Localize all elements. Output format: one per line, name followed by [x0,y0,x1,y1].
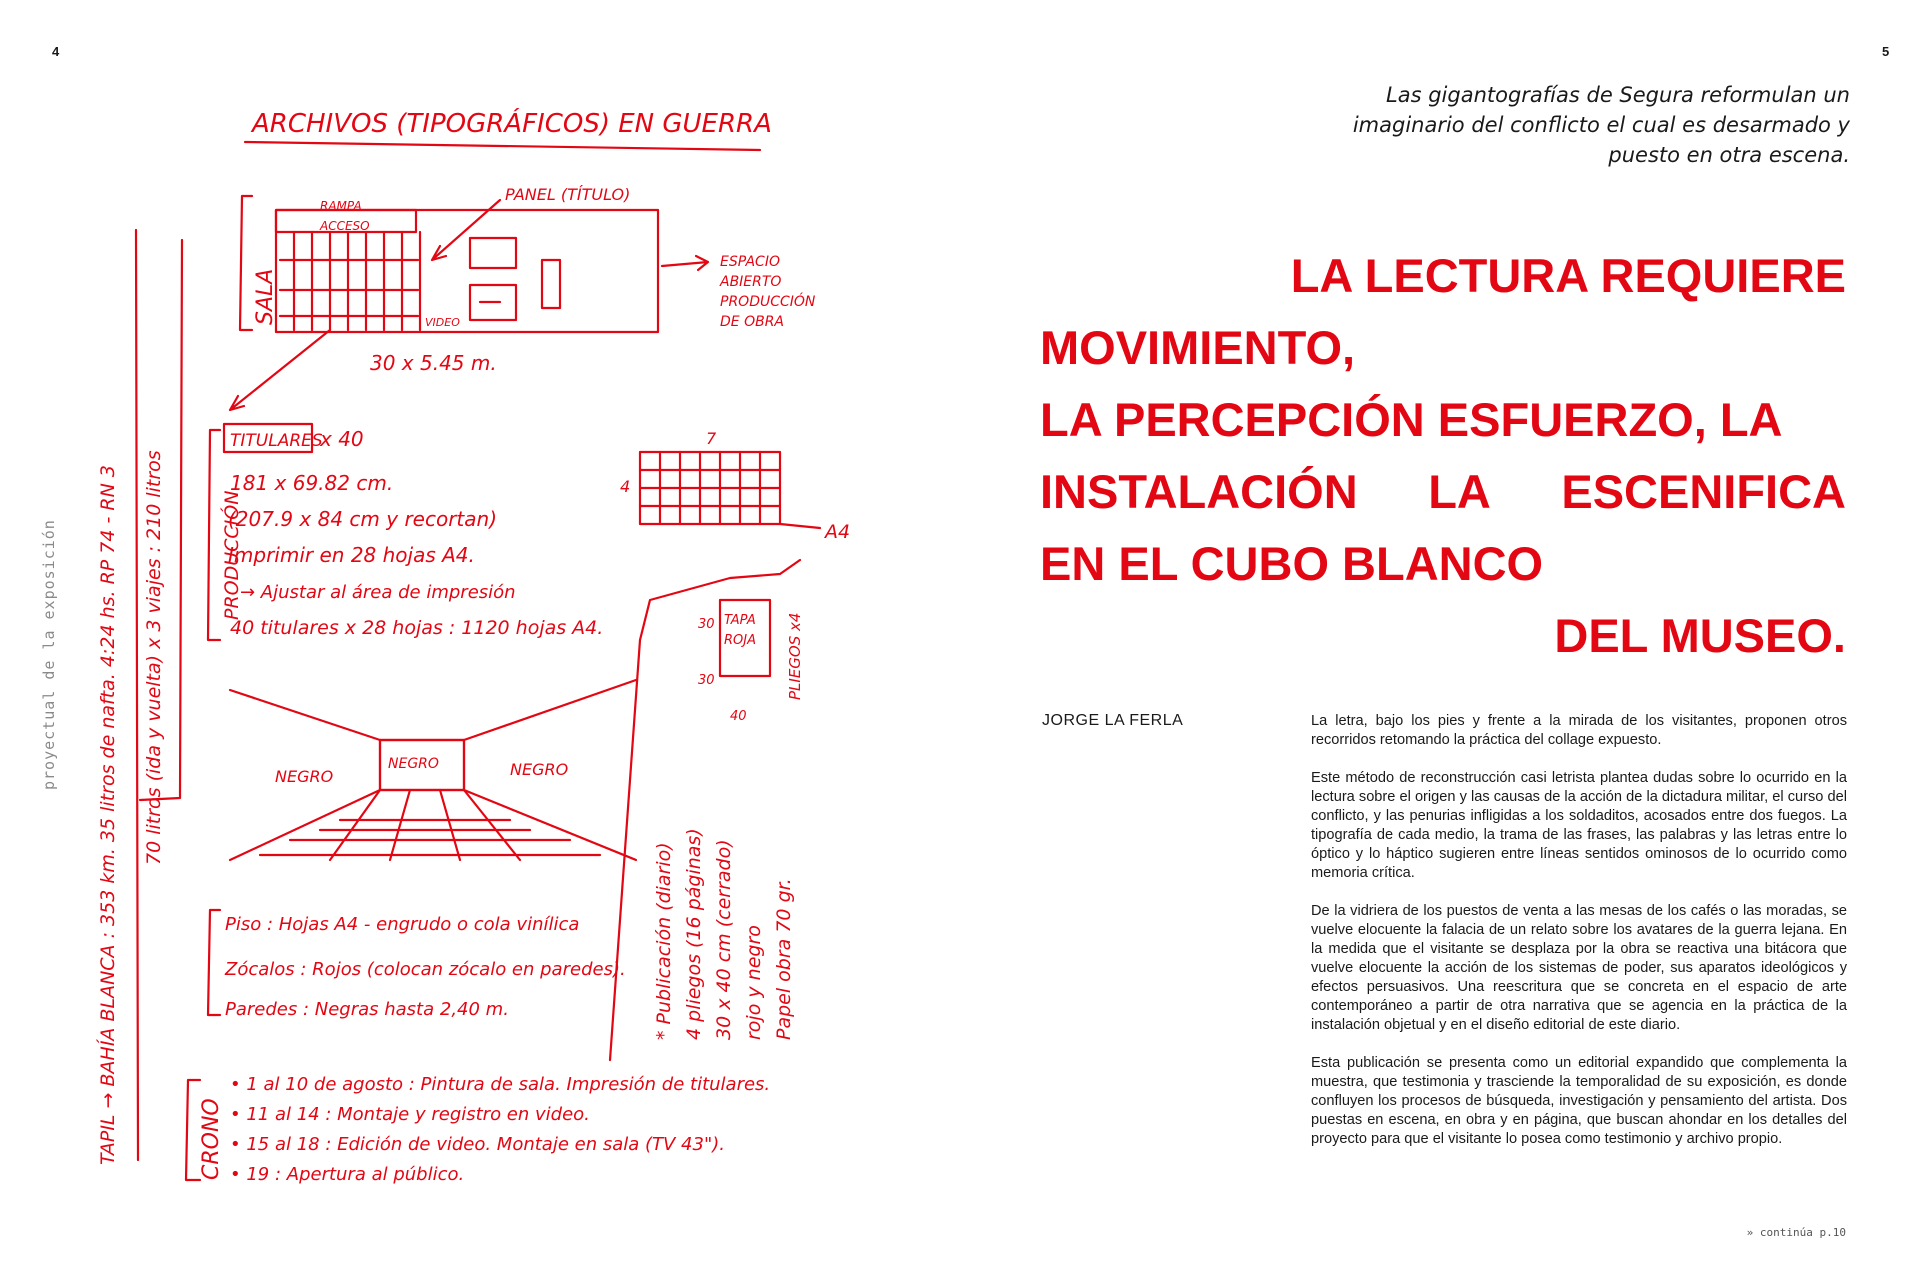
crono-label: CRONO [199,1098,224,1180]
negro-left: NEGRO [275,767,334,786]
pub-line-4: rojo y negro [743,925,765,1040]
headline-word-la: LA [1428,465,1491,518]
headline [1040,240,1846,672]
negro-right: NEGRO [510,760,569,779]
exhibition-sketch [80,80,900,1200]
n30b: 30 [698,673,715,688]
n30a: 30 [698,617,715,632]
prod-line-5: 40 titulares x 28 hojas : 1120 hojas A4. [230,617,604,639]
materiales-bracket [208,910,220,1015]
crono-bracket [186,1080,200,1180]
espacio-line-3: PRODUCCIÓN [720,294,816,310]
grid-a4-label: A4 [825,521,851,543]
headline-line-1: LA LECTURA REQUIERE [1290,249,1846,302]
headline-word-instalacion: INSTALACIÓN [1040,465,1358,518]
x40-label: x 40 [320,427,364,451]
down-arrow [230,330,330,410]
headline-line-2: MOVIMIENTO, [1040,321,1356,374]
page-number-right: 5 [1882,44,1890,59]
author-name: JORGE LA FERLA [1042,712,1184,729]
panel-label: PANEL (TÍTULO) [505,185,631,204]
crono-line-2: • 11 al 14 : Montaje y registro en video. [230,1104,590,1125]
crono-line-1: • 1 al 10 de agosto : Pintura de sala. Impresión de titulares. [230,1074,771,1095]
continues-link[interactable]: » continúa p.10 [1746,1226,1846,1239]
section-label: proyectual de la exposición [40,519,58,790]
grid-left-label: 4 [620,477,631,496]
paragraph: Este método de reconstrucción casi letrista plantea dudas sobre lo ocurrido en la lectura sobre el origen y las causas de la acción de la dictadura militar, el curso del conflicto, y las penurias infligidas a los soldaditos, acosados entre dos fuegos. La tipografía de cada medio, la trama de las frases, las palabras y las letras entre lo óptico y lo háptico sugieren entre líneas sentidos ominosos de lo ocurrido como memoria crítica. [1311,770,1847,881]
paragraph: La letra, bajo los pies y frente a la mirada de los visitantes, proponen otros recorridos retomando la práctica del collage expuesto. [1311,713,1847,748]
pub-line-3: 30 x 40 cm (cerrado) [713,839,735,1040]
sketch-title: ARCHIVOS (TIPOGRÁFICOS) EN GUERRA [252,109,772,139]
produccion-label: PRODUCCIÓN [221,490,243,620]
grid-top-label: 7 [706,429,717,448]
headline-line-4 [1040,456,1846,528]
pub-line-2: 4 pliegos (16 páginas) [683,828,705,1040]
title-underline [245,142,760,150]
sala-label: SALA [253,268,278,325]
mat-line-1: Piso : Hojas A4 - engrudo o cola vinílica [225,914,580,935]
pub-line-5: Papel obra 70 gr. [773,878,795,1040]
produccion-bracket [208,430,220,640]
pliegos-label: PLIEGOS x4 [786,612,804,700]
article-body [1311,712,1847,1168]
n40: 40 [730,709,747,724]
side-note-1: TAPIL → BAHÍA BLANCA : 353 km. 35 litros de nafta. 4:24 hs. RP 74 - RN 3 [97,465,119,1165]
espacio-line-2: ABIERTO [720,274,782,290]
a4-grid [620,429,850,543]
rampa-label: RAMPA [320,199,362,213]
side-note-2: 70 litros (ida y vuelta) x 3 viajes : 210 litros [143,450,165,865]
sala-bracket [240,196,252,330]
pub-notes [653,828,795,1040]
headline-line-3: LA PERCEPCIÓN ESFUERZO, LA [1040,393,1783,446]
crono-line-4: • 19 : Apertura al público. [230,1164,465,1185]
negro-center: NEGRO [388,756,439,772]
video-label: VIDEO [425,316,460,329]
tapa-label: TAPA [724,613,756,628]
room-measure: 30 x 5.45 m. [370,351,497,375]
crono-line-3: • 15 al 18 : Edición de video. Montaje en sala (TV 43"). [230,1134,725,1155]
pull-quote: Las gigantografías de Segura reformulan un imaginario del conflicto el cual es desarmado y puesto en otra escena. [1352,83,1850,167]
mat-line-3: Paredes : Negras hasta 2,40 m. [225,999,509,1020]
perspective-drawing [230,680,636,860]
espacio-arrow [662,256,708,270]
room-plan [276,199,658,332]
pub-bracket [610,560,800,1060]
prod-line-1: 181 x 69.82 cm. [230,471,394,495]
page-number-left: 4 [52,44,60,59]
titulares-label: TITULARES [230,431,323,451]
sketch-side-notes [96,450,165,1165]
roja-label: ROJA [724,633,756,648]
headline-line-6: DEL MUSEO. [1554,609,1846,662]
diario-mockup [698,600,804,724]
paragraph: Esta publicación se presenta como un editorial expandido que complementa la muestra, que testimonia y trasciende la temporalidad de su exposición, es donde confluyen los procesos de búsqueda, investigación y pensamiento del artista. Dos puestas en escena, en obra y en página, que buscan ahondar en los detalles del proyecto para que el visitante lo posea como testimonio y archivo propio. [1311,1055,1847,1147]
espacio-line-4: DE OBRA [720,314,785,330]
paragraph: De la vidriera de los puestos de venta a las mesas de los cafés o las moradas, se vuelve elocuente la falacia de un relato sobre los avatares de la guerra lejana. En la medida que el visitante se desplaza por la obra se reactiva una bitácora que vuelve elocuente la acción de los sistemas de poder, sus aparatos ideológicos y efectos persuasivos. Una reescritura que se concreta en el espacio de arte contemporáneo a partir de otra narrativa que se agencia en la práctica de la instalación objetual y en el diseño editorial de este diario. [1311,903,1847,1033]
mat-line-2: Zócalos : Rojos (colocan zócalo en paredes). [225,959,626,980]
headline-word-escenifica: ESCENIFICA [1561,465,1846,518]
espacio-line-1: ESPACIO [720,254,780,270]
acceso-label: ACCESO [320,219,370,233]
prod-line-2: (207.9 x 84 cm y recortan) [228,507,498,531]
prod-line-4: → Ajustar al área de impresión [240,582,516,603]
headline-line-5: EN EL CUBO BLANCO [1040,537,1544,590]
pub-line-1: * Publicación (diario) [653,842,675,1040]
prod-line-3: Imprimir en 28 hojas A4. [228,543,475,567]
